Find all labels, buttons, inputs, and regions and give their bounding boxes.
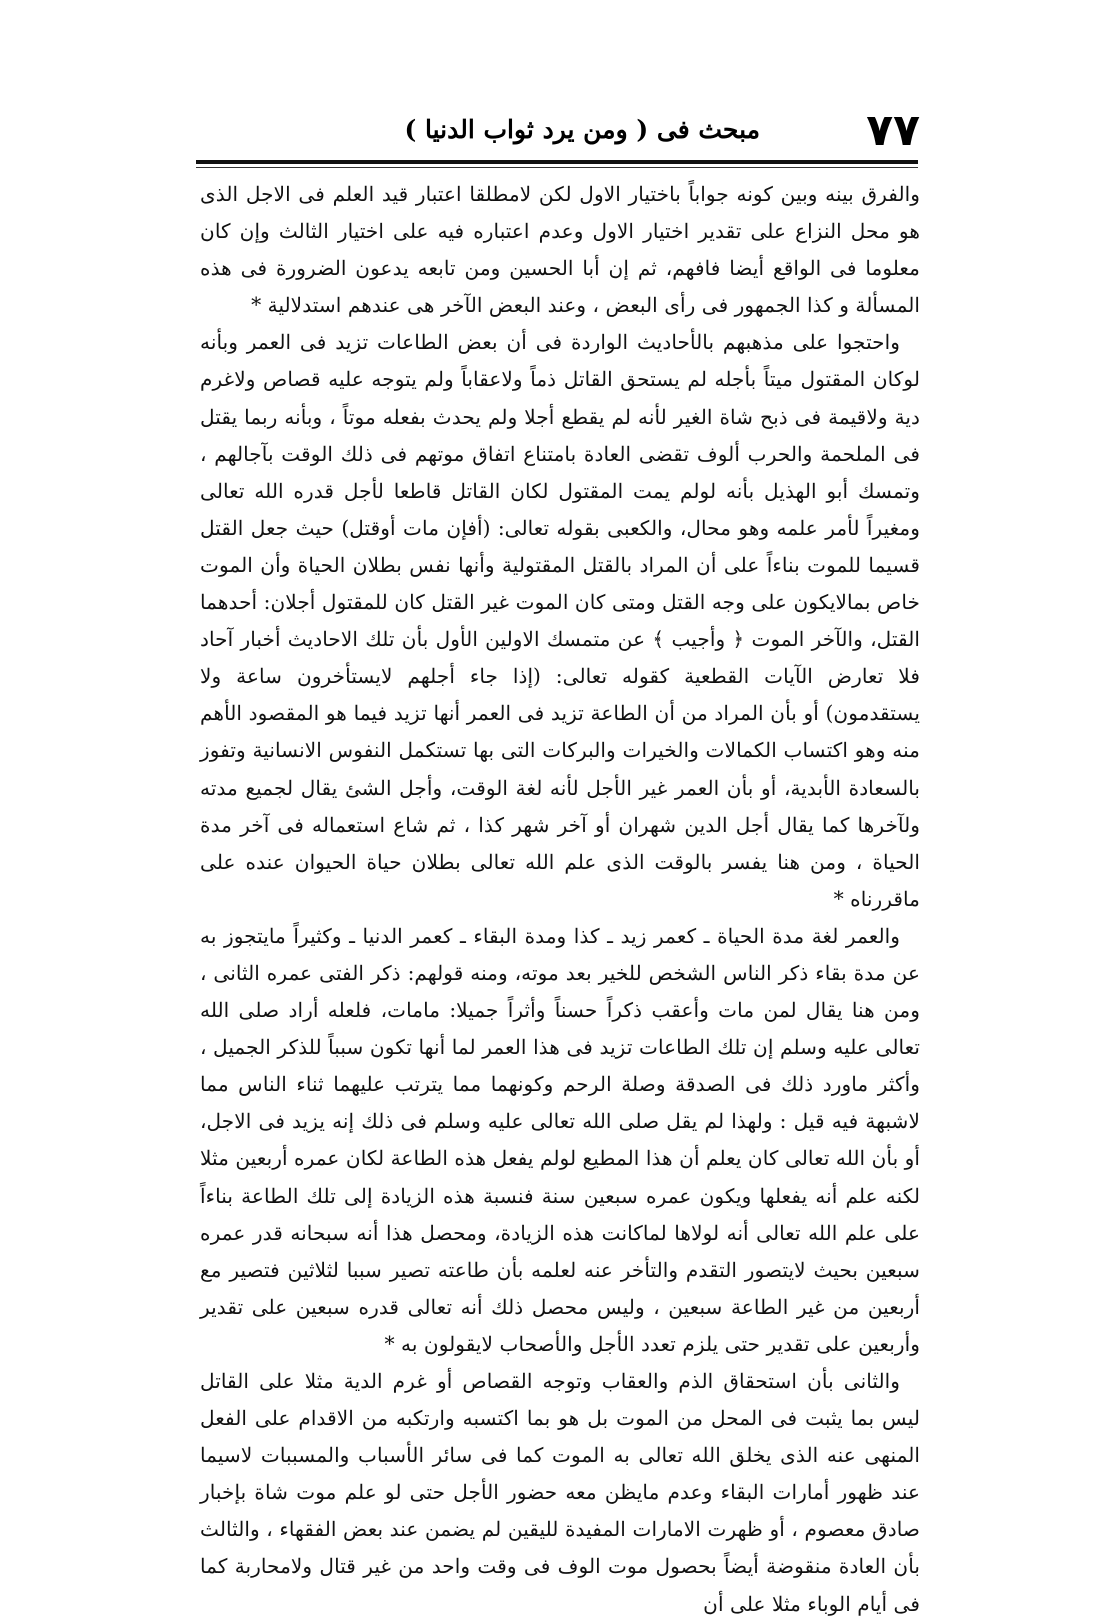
main-text	[200, 176, 921, 1616]
page-number: ٧٧	[866, 105, 920, 156]
page-header	[200, 105, 920, 163]
paragraph: والفرق بينه وبين كونه جواباً باختيار الاول لكن لامطلقا اعتبار قيد العلم فى الاجل الذى هو محل النزاع على تقدير اختيار الاول وعدم اعتباره فيه على اختيار الثالث وإن كان معلوما فى الواقع أيضا فافهم، ثم إن أبا الحسين ومن تابعه يدعون الضرورة فى هذه المسألة و كذا الجمهور فى رأى البعض ، وعند البعض الآخر هى عندهم استدلالية *	[200, 182, 920, 318]
paragraph: والعمر لغة مدة الحياة ـ كعمر زيد ـ كذا ومدة البقاء ـ كعمر الدنيا ـ وكثيراً مايتجوز به عن مدة بقاء ذكر الناس الشخص للخير بعد موته، ومنه قولهم: ذكر الفتى عمره الثانى ، ومن هنا يقال لمن مات وأعقب ذكراً حسناً وأثراً جميلا: مامات، فلعله أراد صلى الله تعالى عليه وسلم إن تلك الطاعات تزيد فى هذا العمر لما أنها تكون سبباً للذكر الجميل ، وأكثر ماورد ذلك فى الصدقة وصلة الرحم وكونهما مما يترتب عليهما ثناء الناس مما لاشبهة فيه قيل : ولهذا لم يقل صلى الله تعالى عليه وسلم فى ذلك إنه يزيد فى الاجل، أو بأن الله تعالى كان يعلم أن هذا المطيع لولم يفعل هذه الطاعة لكان عمره أربعين مثلا لكنه علم أنه يفعلها ويكون عمره سبعين سنة فنسبة هذه الزيادة إلى تلك الطاعة بناءاً على علم الله تعالى أنه لولاها لماكانت هذه الزيادة، ومحصل هذا أنه سبحانه قدر عمره سبعين بحيث لايتصور التقدم والتأخر عنه لعلمه بأن طاعته تصير سببا لثلاثين فتصير مع أربعين من غير الطاعة سبعين ، وليس محصل ذلك أنه تعالى قدره سبعين على تقدير وأربعين على تقدير حتى يلزم تعدد الأجل والأصحاب لايقولون به *	[200, 923, 920, 1356]
header-rule	[196, 160, 918, 164]
header-rule-thin	[196, 167, 918, 168]
paragraph: واحتجوا على مذهبهم بالأحاديث الواردة فى أن بعض الطاعات تزيد فى العمر وبأنه لوكان المقتول ميتاً بأجله لم يستحق القاتل ذماً ولاعقاباً ولم يتوجه عليه قصاص ولاغرم دية ولاقيمة فى ذبح شاة الغير لأنه لم يقطع أجلا ولم يحدث بفعله موتاً ، وبأنه ربما يقتل فى الملحمة والحرب ألوف تقضى العادة بامتناع اتفاق موتهم فى ذلك الوقت بآجالهم ، وتمسك أبو الهذيل بأنه لولم يمت المقتول لكان القاتل قاطعا لأجل قدره الله تعالى ومغيراً لأمر علمه وهو محال، والكعبى بقوله تعالى: (أفإن مات أوقتل) حيث جعل القتل قسيما للموت بناءاً على أن المراد بالقتل المقتولية وأنها نفس بطلان الحياة وأن الموت خاص بمالايكون على وجه القتل ومتى كان الموت غير القتل كان للمقتول أجلان: أحدهما القتل، والآخر الموت ﴿ وأجيب ﴾ عن متمسك الاولين الأول بأن تلك الاحاديث أخبار آحاد فلا تعارض الآيات القطعية كقوله تعالى: (إذا جاء أجلهم لايستأخرون ساعة ولا يستقدمون) أو بأن المراد من أن الطاعة تزيد فى العمر أنها تزيد فيما هو المقصود الأهم منه وهو اكتساب الكمالات والخيرات والبركات التى بها تستكمل النفوس الانسانية وتفوز بالسعادة الأبدية، أو بأن العمر غير الأجل لأنه لغة الوقت، وأجل الشئ يقال لجميع مدته ولآخرها كما يقال أجل الدين شهران أو آخر شهر كذا ، ثم شاع استعماله فى آخر مدة الحياة ، ومن هنا يفسر بالوقت الذى علم الله تعالى بطلان حياة الحيوان عنده على ماقررناه *	[200, 330, 921, 911]
paragraph: والثانى بأن استحقاق الذم والعقاب وتوجه القصاص أو غرم الدية مثلا على القاتل ليس بما يثبت فى المحل من الموت بل هو بما اكتسبه وارتكبه من الاقدام على الفعل المنهى عنه الذى يخلق الله تعالى به الموت كما فى سائر الأسباب والمسببات لاسيما عند ظهور أمارات البقاء وعدم مايظن معه حضور الأجل حتى لو علم موت شاة بإخبار صادق معصوم ، أو ظهرت الامارات المفيدة لليقين لم يضمن عند بعض الفقهاء ، والثالث بأن العادة منقوضة أيضاً بحصول موت الوف فى وقت واحد من غير قتال ولامحاربة كما فى أيام الوباء مثلا على أن	[200, 1369, 920, 1616]
running-title: مبحث فى ( ومن يرد ثواب الدنيا )	[404, 115, 760, 144]
